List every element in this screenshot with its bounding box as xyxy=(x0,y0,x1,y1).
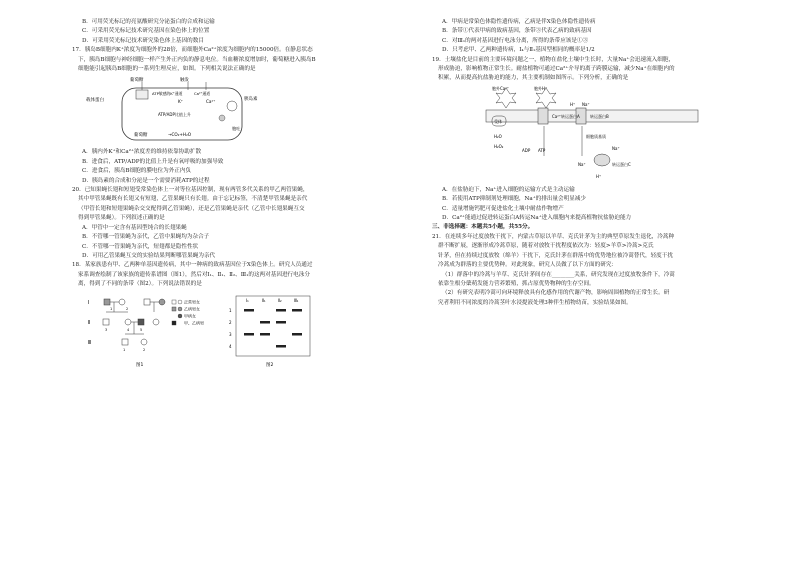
gel-row-label: 2 xyxy=(229,319,232,325)
figure-17-islet-cell xyxy=(82,76,422,146)
fig17-label: 载体蛋白 xyxy=(86,98,104,104)
legend-label: 正常男女 xyxy=(184,299,200,305)
fig17-label: ATP/ADP比值上升 xyxy=(158,112,191,118)
fig19-label: 转运蛋白C xyxy=(612,161,631,167)
gel-column-label: Ⅲ₁ xyxy=(294,297,299,303)
gel-row-label: 4 xyxy=(229,343,232,349)
text-line: 离，得到了不同的条带（图2）。下列说法错误的是 xyxy=(78,281,202,288)
text-line: B．不管哪一管果蝇为亲代，乙管中果蝇均为杂合子 xyxy=(82,234,210,241)
fig19-label: 细胞质基质 xyxy=(586,133,606,139)
text-line: 17．胰岛B细胞内K⁺浓度为细胞外的28倍，而细胞外Ca²⁺浓度为细胞内的15000倍。在静息状态 xyxy=(72,47,313,54)
question-block-20-18 xyxy=(72,186,422,289)
text-line: A．甲病是常染色体隐性遗传病，乙病是伴X染色体隐性遗传病 xyxy=(442,19,596,25)
fig17-label: 胞吐 xyxy=(232,126,241,132)
text-line: 21．在连续多年过度放牧干扰下，内蒙古草原以羊草、克氏针茅为主的典型草原发生退化，冷蒿种 xyxy=(432,233,675,240)
generation-label: Ⅱ xyxy=(88,319,91,326)
text-line: C．可采用荧光标记技术研究基因在染色体上的位置 xyxy=(82,28,210,35)
text-line: C．进食后，胰岛B细胞的膜电位为外正内负 xyxy=(82,168,192,175)
text-line: （2）有研究表明冷蒿可向环境释放具有化感作用的代谢产物，影响周围植物的正常生长。研 xyxy=(442,290,670,297)
text-line: 依靠生根分蘖萌发能力营养繁殖，抓占原优势物种的生存空间。 xyxy=(438,280,595,287)
fig19-label: Na⁺ xyxy=(582,101,590,107)
individual-number: 5 xyxy=(140,327,143,332)
text-line: （1）群落中的冷蒿与羊草、克氏针茅间存在________关系，研究发现在过度放牧条件下，冷蒿 xyxy=(442,271,675,278)
fig17-label: 葡萄糖 xyxy=(134,133,148,139)
text-line: 19．土壤盐化是目前的主要环境问题之一，植物在盐化土壤中生长时，大量Na⁺会迅速流入细胞， xyxy=(432,56,675,63)
fig19-label: H₂O₂ xyxy=(494,143,504,149)
fig19-label: H⁺ xyxy=(596,173,602,179)
generation-label: Ⅰ xyxy=(88,299,90,306)
text-line: A．胰内外K⁺和Ca²⁺浓度差的维持依靠协助扩散 xyxy=(82,149,202,156)
text-line: B．进食后，ATP/ADP的比值上升是有氧呼吸的加强导致 xyxy=(82,158,224,165)
legend-label: 甲病女 xyxy=(184,313,196,319)
text-line: D．胰岛素的合成和分泌是一个需要消耗ATP的过程 xyxy=(82,177,210,184)
question-17-options xyxy=(72,148,422,186)
text-line: 形成胁迫，影响植物正常生长。耐盐植物可通过Ca²⁺介导的离子跨膜运输，减少Na⁺在细胞内的 xyxy=(438,66,675,73)
text-line: 冷蒿成为群落的主要优势种。对此现象，研究人员做了以下方面的研究： xyxy=(438,262,618,269)
legend-label: 乙病男女 xyxy=(184,306,200,312)
fig19-label: Ca²⁺转运蛋白A xyxy=(552,113,580,119)
fig19-label: ATP xyxy=(538,147,546,153)
fig19-label: 胞外H⁺ xyxy=(534,85,548,91)
figure-1-label: 图1 xyxy=(136,362,144,368)
gel-row-label: 1 xyxy=(229,307,232,313)
figure-18-pedigree-and-gel xyxy=(86,292,422,370)
text-line: 其中甲管果蝇既有长翅又有短翅，乙管果蝇只有长翅。由于忘记标签，不清楚甲管果蝇是亲代 xyxy=(78,196,308,203)
islet-cell-diagram xyxy=(82,76,282,146)
text-line: A．甲管中一定含有基因型纯合的长翅果蝇 xyxy=(82,224,187,231)
fig19-label: H₂O xyxy=(494,133,502,139)
fig17-label: ATP敏感的K⁺通道 xyxy=(152,91,183,97)
question-block-16-17 xyxy=(72,18,422,74)
fig17-label: Ca²⁺通道 xyxy=(194,91,211,97)
fig17-label: 触发 xyxy=(180,78,189,84)
fig19-label: Na⁺ xyxy=(612,145,620,151)
text-line: D．可用乙管果蝇互交的实验结果判断哪管果蝇为亲代 xyxy=(82,252,216,259)
salt-stress-diagram xyxy=(482,86,702,184)
individual-number: 3 xyxy=(105,327,108,332)
text-line: 积累，从而提高抗盐胁迫的能力，其主要机制如图所示。下列分析，正确的是 xyxy=(438,75,629,82)
generation-label: Ⅲ xyxy=(88,339,92,346)
text-line: D．只考虑甲、乙两种遗传病，Ⅰ₄与Ⅱ₁基因型相同的概率是1/2 xyxy=(442,47,595,54)
text-line: 20．已知果蝇长翅和短翅受常染色体上一对等位基因控制，现有两管多代关系的甲乙两管果蝇， xyxy=(72,187,309,194)
text-line: 18．某家族患有甲、乙两种单基因遗传病，其中一种病的致病基因位于X染色体上。研究人员通过 xyxy=(72,262,313,269)
fig17-label: →CO₂+H₂O xyxy=(168,132,192,138)
text-line: 细胞能引起胰岛B细胞的一系列生理反应，如图。下列相关说法正确的是 xyxy=(78,66,256,73)
text-line: 三、非选择题：本题共5小题，共55分。 xyxy=(432,224,534,231)
text-line: 群不断扩展，逐渐形成冷蒿草原，随着对放牧干扰程度依次为：轻度>羊草>冷蒿>克氏 xyxy=(438,243,654,250)
question-block-18opts-19 xyxy=(432,18,782,84)
left-column xyxy=(72,18,422,370)
individual-number: 2 xyxy=(126,306,129,311)
text-line: C．对Ⅲ₁的两对基因进行电泳分离，所得的条带应该是①③ xyxy=(442,37,589,44)
gel-row-label: 3 xyxy=(229,331,232,337)
text-line: B．若使用ATP抑制剂处理细胞，Na⁺的排出量会明显减少 xyxy=(442,196,586,203)
fig19-label: 转运蛋白B xyxy=(590,113,609,119)
text-line: 家系调查绘制了该家族的遗传系谱图（图1），然后对Ⅰ₁、Ⅱ₁、Ⅱ₂、Ⅲ₁的这两对基因进行电泳分 xyxy=(78,271,310,278)
fig19-label: 胞外Ca²⁺ xyxy=(492,85,509,91)
gel-column-label: Ⅰ₁ xyxy=(246,297,249,303)
fig19-label: ADP xyxy=(522,147,531,153)
question-19-options-and-21 xyxy=(432,186,782,308)
pedigree-diagram xyxy=(86,292,336,370)
text-line: B．条带①代表甲病的致病基因，条带③代表乙病的致病基因 xyxy=(442,28,592,35)
fig19-label: H⁺ xyxy=(570,101,576,107)
individual-number: 2 xyxy=(143,347,146,352)
individual-number: 1 xyxy=(123,347,126,352)
fig17-label: 胰岛素 xyxy=(244,97,258,103)
fig17-label: 葡萄糖 xyxy=(130,78,144,84)
text-line: （甲管长翅和短翅果蝇杂交交配得到乙管果蝇），还是乙管果蝇是亲代（乙管中长翅果蝇互交 xyxy=(78,205,305,212)
legend-label: 甲、乙病男 xyxy=(184,320,204,326)
text-line: C．不管哪一管果蝇为亲代，短翅都是隐性性状 xyxy=(82,243,199,250)
text-line: 针茅，但在持续过度放牧（绵羊）干扰下，克氏针茅在群落中的优势地位被冷蒿替代，轻度干扰 xyxy=(438,252,673,259)
fig17-label: K⁺ xyxy=(178,99,183,105)
fig17-label: Ca²⁺ xyxy=(206,99,216,105)
text-line: A．在盐胁迫下，Na⁺进入细胞的运输方式是主动运输 xyxy=(442,186,575,193)
text-line: C．适量增施钙肥可促进盐化土壤中耐盐作物增产 xyxy=(442,205,564,212)
text-line: 究者利用不同浓度的冷蒿茎叶水浸提液处理3种伴生植物幼苗，实验结果如图。 xyxy=(438,299,632,306)
text-line: 得到甲管果蝇）。下列叙述正确的是 xyxy=(78,215,165,222)
right-column xyxy=(432,18,782,308)
figure-2-label: 图2 xyxy=(266,362,274,368)
figure-19-salt-stress xyxy=(482,86,782,184)
fig19-label: Na⁺ xyxy=(578,161,586,167)
text-line: B．可用荧光标记的亮氨酸研究分泌蛋白的合成和运输 xyxy=(82,19,215,25)
individual-number: 4 xyxy=(127,327,130,332)
gel-column-label: Ⅱ₁ xyxy=(262,297,266,303)
text-line: D．可采用荧光标记技术研究染色体上基因的数目 xyxy=(82,37,204,44)
text-line: D．Ca²⁺能通过促进转运蛋白A转运Na⁺进入细胞内来提高植物抗盐胁迫能力 xyxy=(442,215,632,222)
fig19-label: 受体 xyxy=(494,118,502,124)
gel-column-label: Ⅱ₂ xyxy=(278,297,282,303)
individual-number: 1 xyxy=(110,306,113,311)
text-line: 下，胰岛B细胞与神经细胞一样产生外正内负的静息电位。当血糖浓度增加时，葡萄糖进入胰岛B xyxy=(78,56,316,63)
